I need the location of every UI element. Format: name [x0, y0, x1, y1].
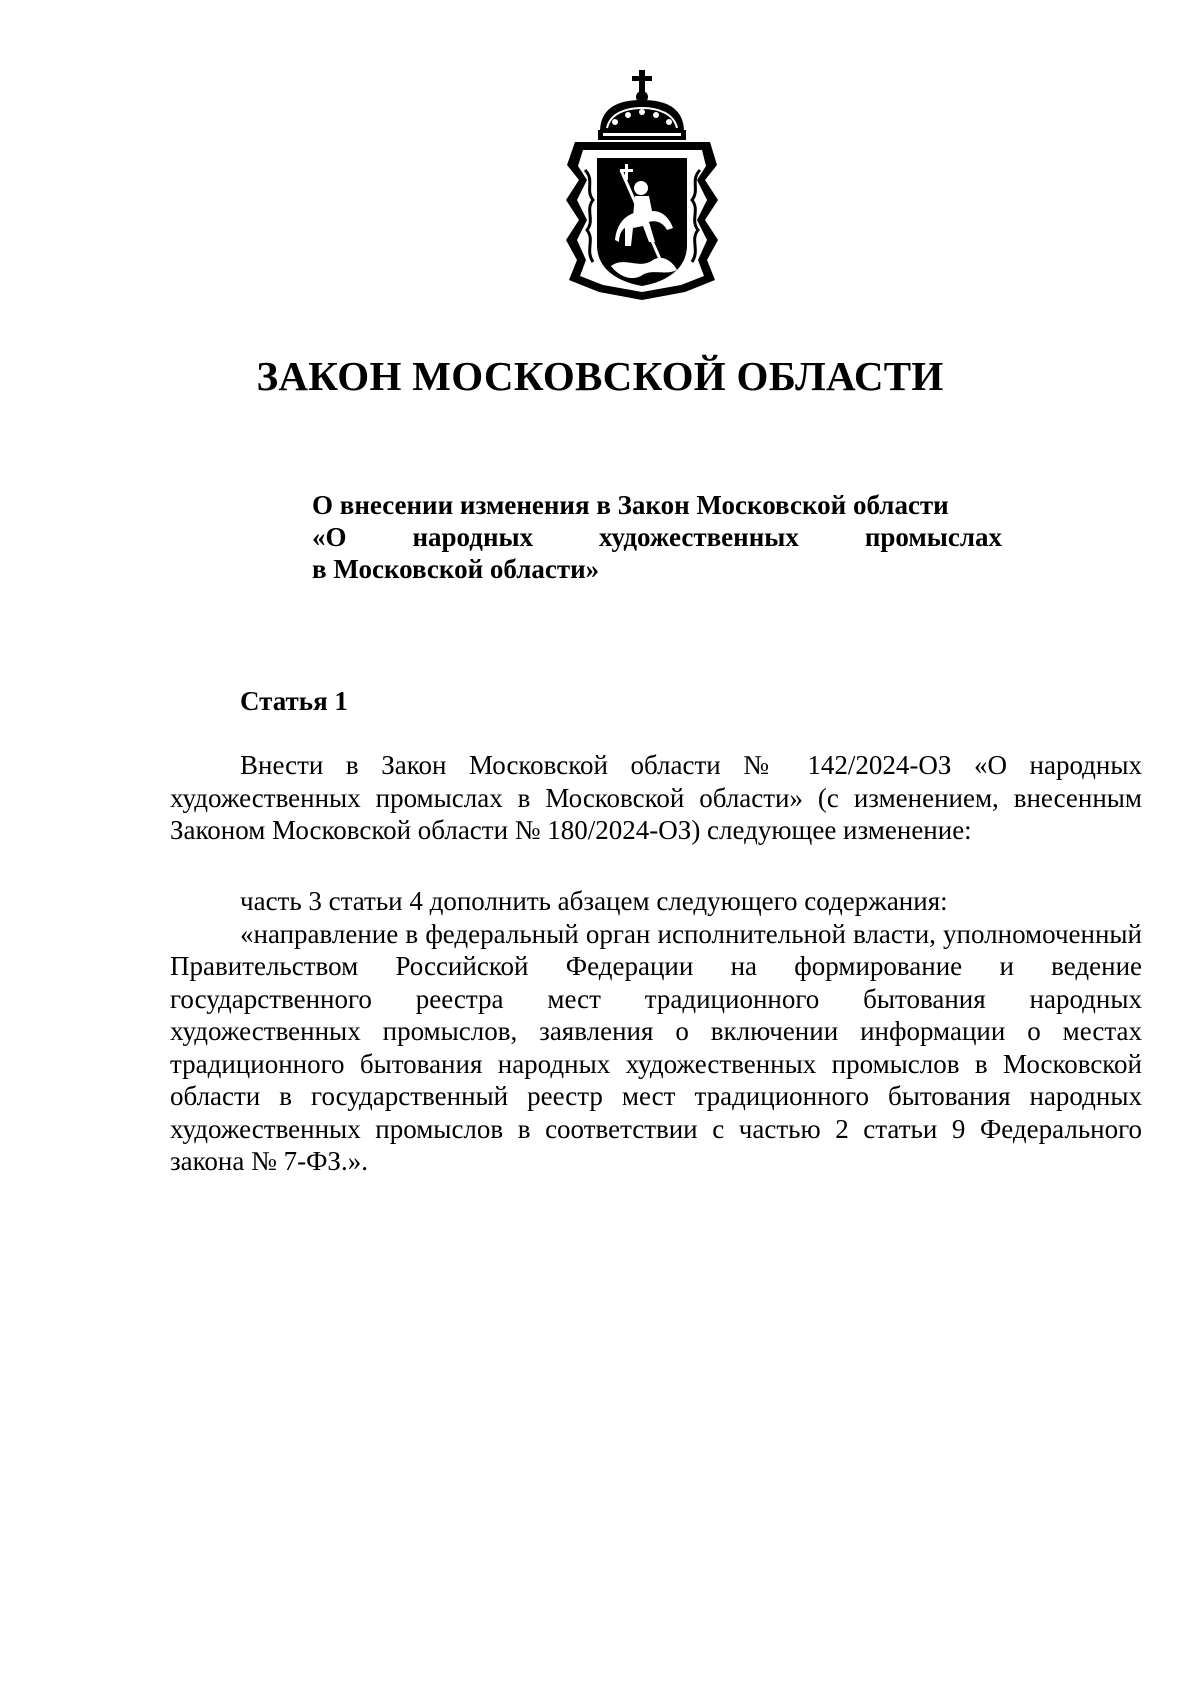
subject-line-2-word: художественных — [599, 522, 799, 552]
article-body-section-2 — [170, 885, 1142, 1178]
law-subject — [312, 489, 1002, 585]
coat-of-arms-icon — [555, 70, 730, 300]
subject-line-1: О внесении изменения в Закон Московской области — [312, 490, 949, 520]
subject-line-2-word: народных — [412, 522, 534, 552]
subject-line-3: в Московской области» — [312, 554, 600, 584]
subject-line-2-word: промыслах — [864, 522, 1002, 552]
subject-line-2-word: «О — [312, 522, 347, 552]
paragraph-amendment-text: «направление в федеральный орган исполнительной власти, уполномоченный Правительством Российской Федерации на формирование и ведение государственного реестра мест традиционного бытования народных художественных промыслов, заявления о включении информации о местах традиционного бытования народных художественных промыслов в Московской области в государственный реестр мест традиционного бытования народных художественных промыслов в соответствии с частью 2 статьи 9 Федерального закона № 7-ФЗ.». — [170, 918, 1142, 1176]
document-title: ЗАКОН МОСКОВСКОЙ ОБЛАСТИ — [256, 353, 944, 399]
paragraph-amendment-target: часть 3 статьи 4 дополнить абзацем следующего содержания: — [240, 886, 948, 916]
subject-line-2 — [312, 521, 1002, 553]
paragraph-amendment-intro: Внести в Закон Московской области № 142/2024-ОЗ «О народных художественных промыслах в Московской области» (с изменением, внесенным Законом Московской области № 180/2024-ОЗ) следующее изменение: — [170, 750, 1142, 845]
article-heading: Статья 1 — [240, 686, 348, 716]
article-body-section-1 — [170, 749, 1142, 847]
